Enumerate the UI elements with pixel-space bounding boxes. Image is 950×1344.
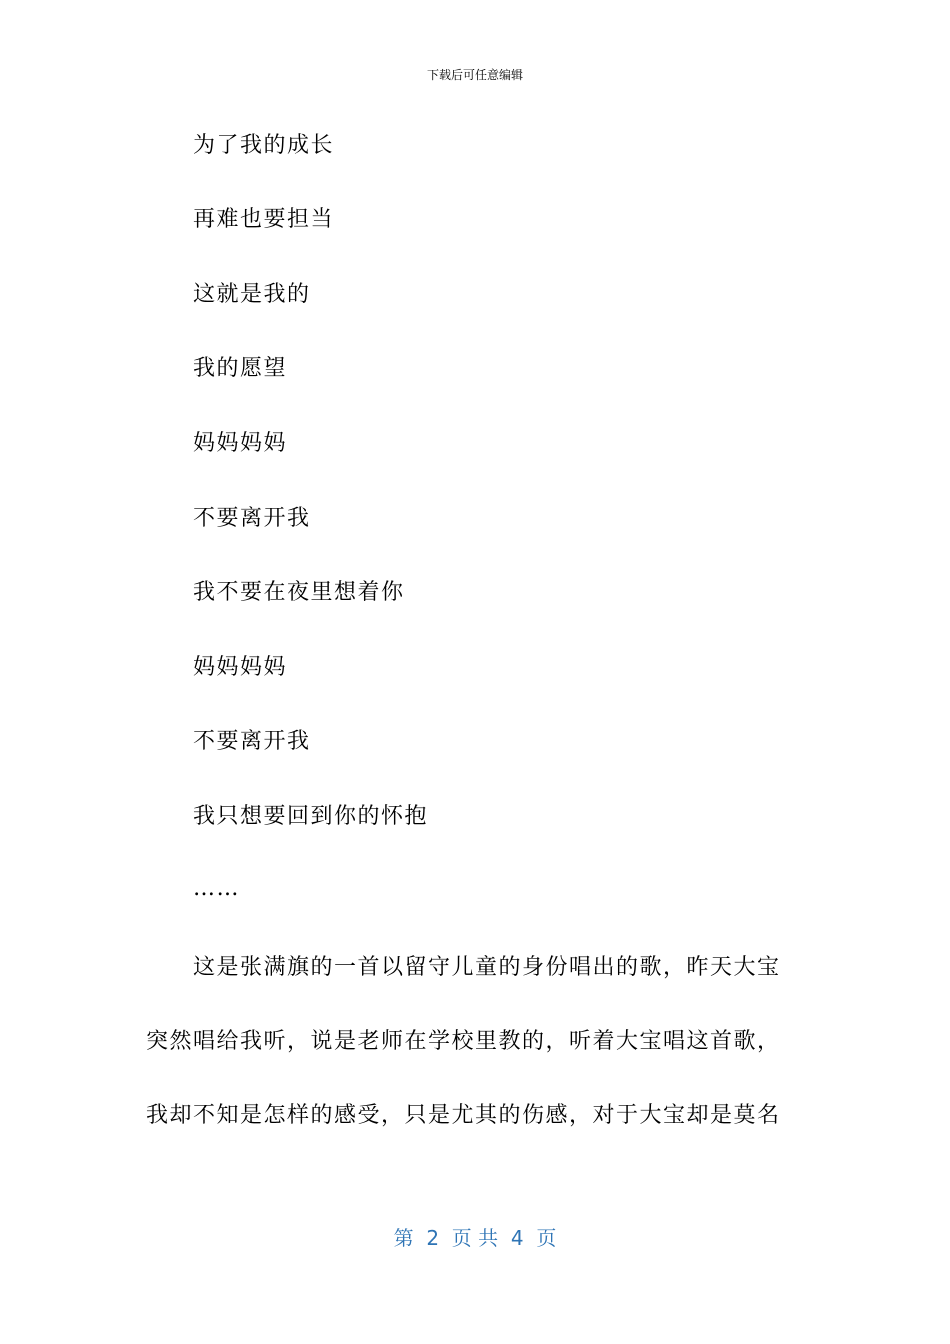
lyric-line: 不要离开我 [193,729,311,754]
lyric-line: 这就是我的 [193,282,311,307]
lyric-line: 为了我的成长 [193,133,335,158]
paragraph-line: 我却不知是怎样的感受，只是尤其的伤感，对于大宝却是莫名 [146,1103,781,1128]
lyric-line: 我的愿望 [193,356,288,381]
lyric-line: 再难也要担当 [193,207,335,232]
page-footer: 第 2 页 共 4 页 [393,1226,557,1250]
lyric-line: 妈妈妈妈 [193,655,288,680]
lyric-line: 不要离开我 [193,506,311,531]
ellipsis-line: …… [193,876,240,901]
paragraph-line: 突然唱给我听，说是老师在学校里教的，听着大宝唱这首歌， [146,1029,781,1054]
lyric-line: 我只想要回到你的怀抱 [193,804,429,829]
page-header: 下载后可任意编辑 [426,68,523,82]
paragraph-line: 这是张满旗的一首以留守儿童的身份唱出的歌，昨天大宝 [193,955,781,980]
lyric-line: 我不要在夜里想着你 [193,580,405,605]
lyric-line: 妈妈妈妈 [193,431,288,456]
